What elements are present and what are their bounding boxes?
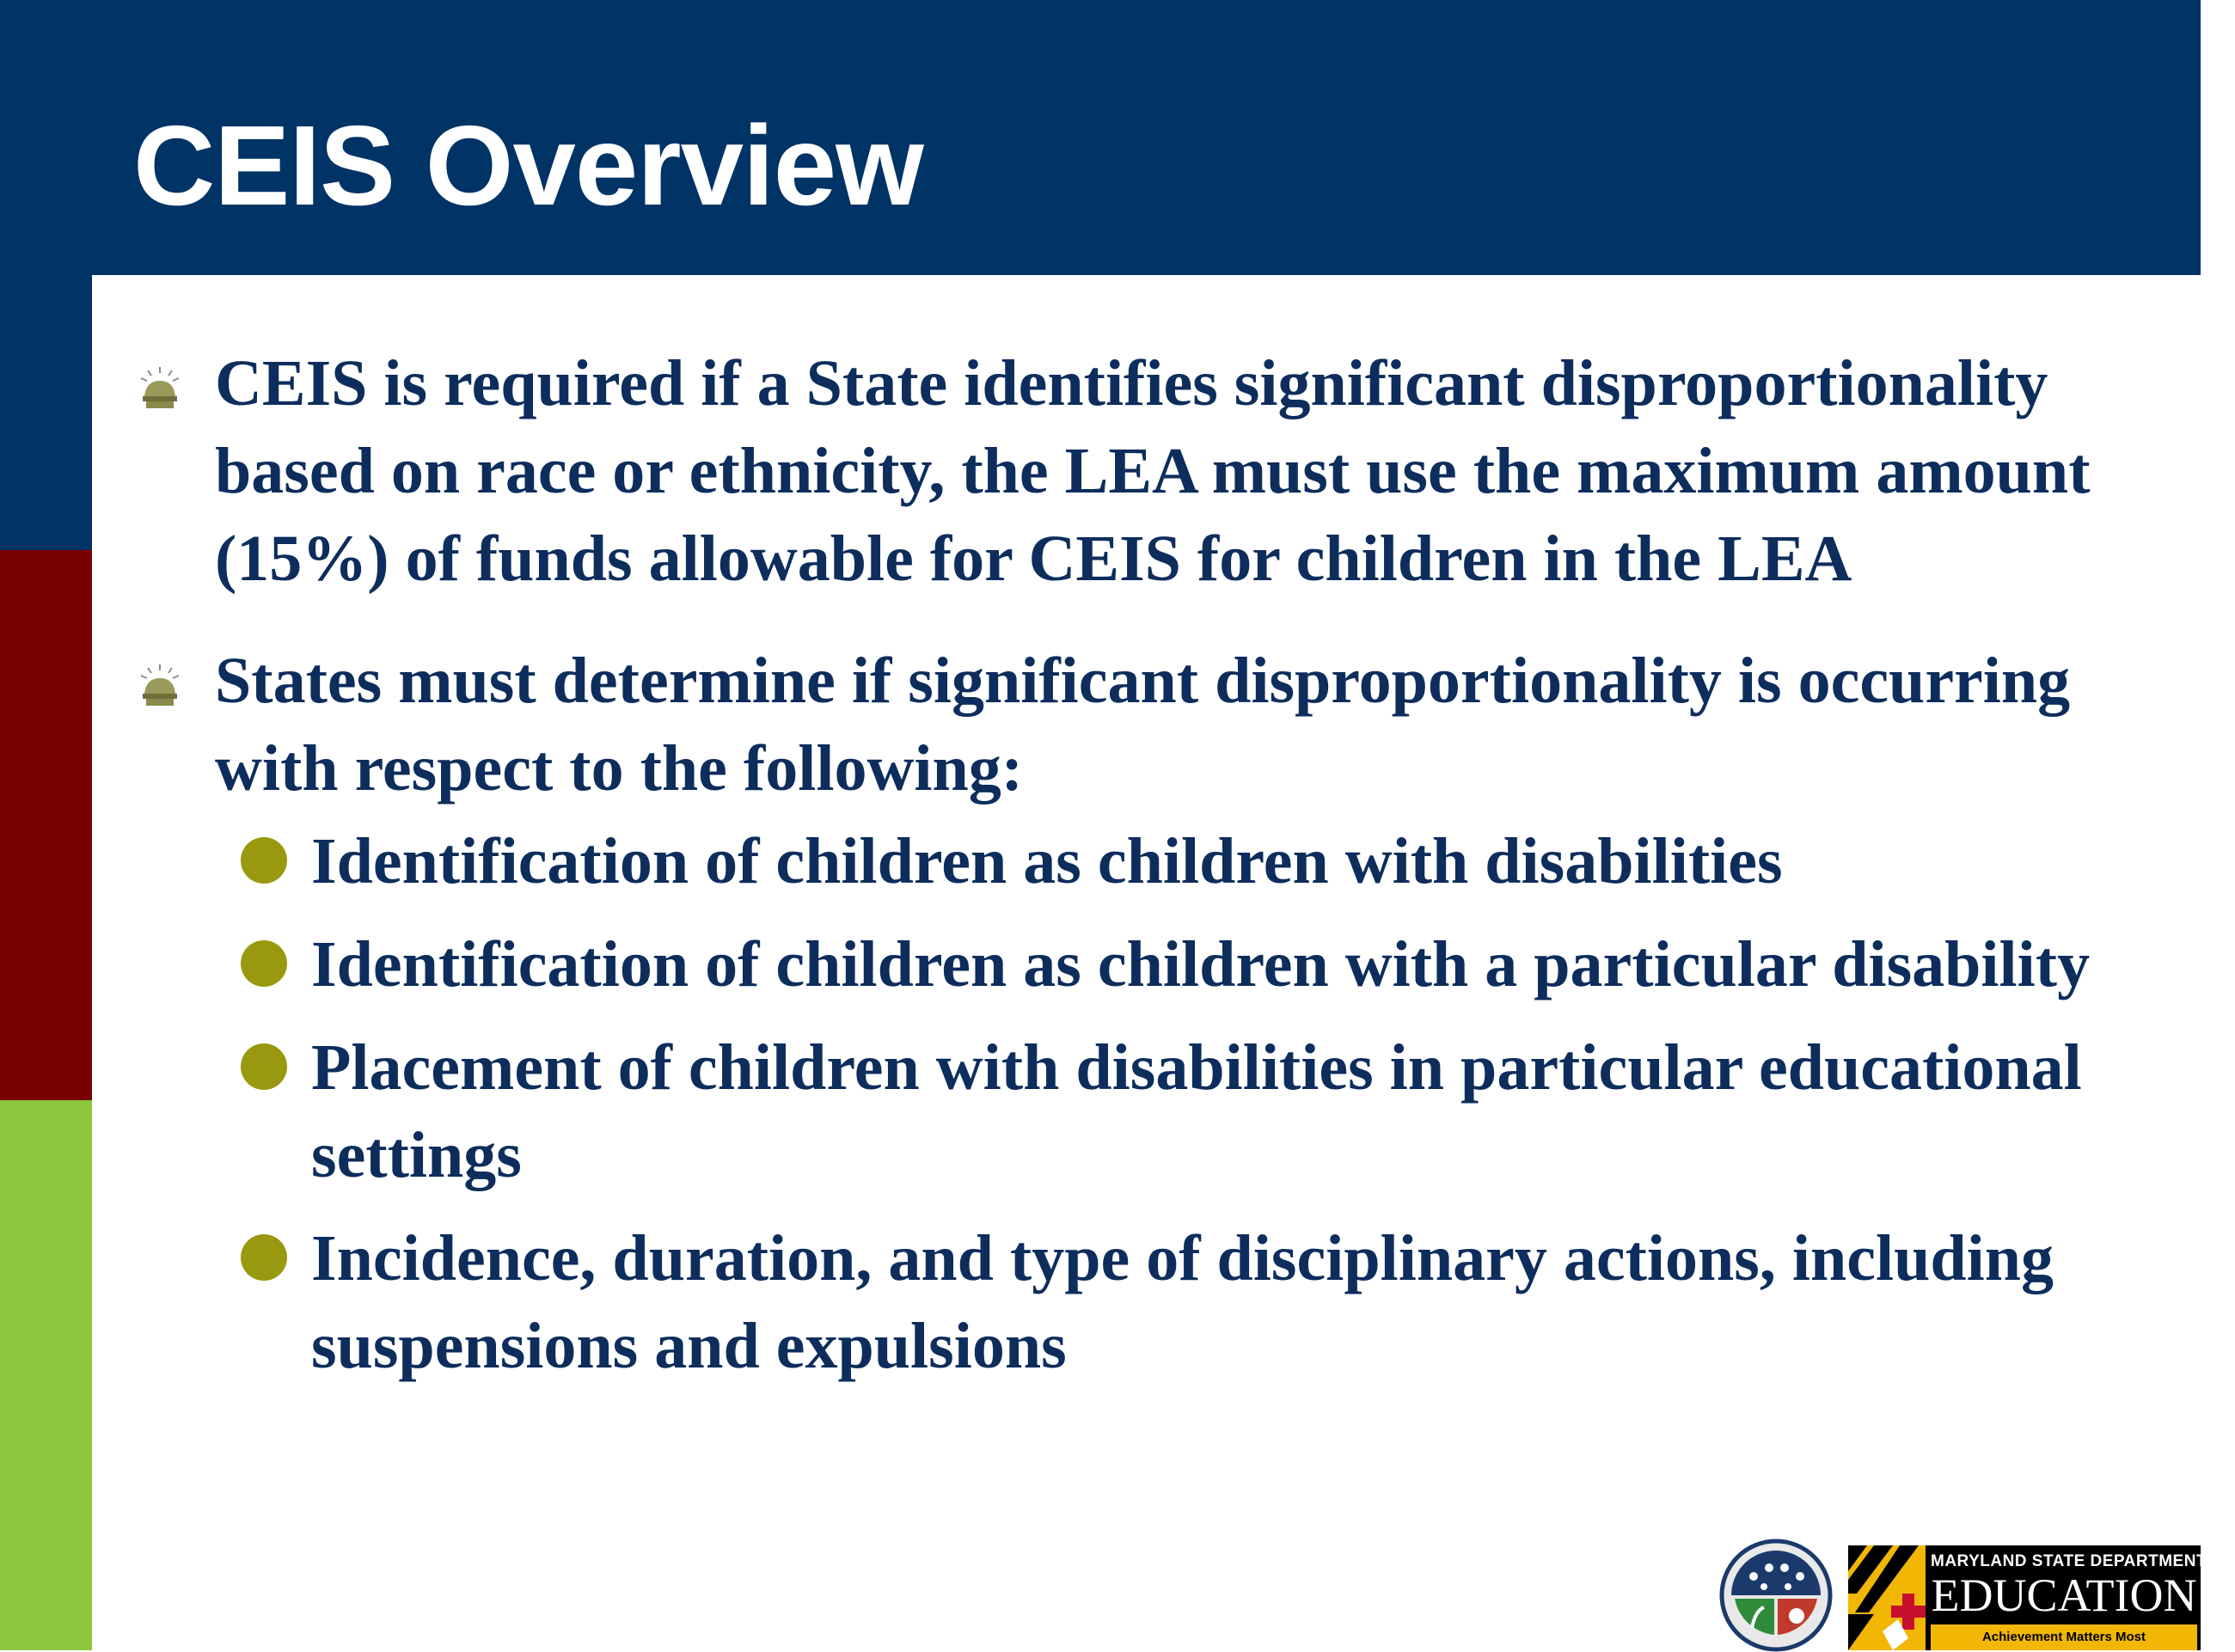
sub-bullet-text: Incidence, duration, and type of disciplinary actions, including suspensions and expulsions	[311, 1222, 2054, 1382]
footer-logos	[1719, 1539, 2235, 1650]
sub-bullet-list	[138, 817, 2140, 1390]
side-stripe-green	[0, 1100, 92, 1650]
sub-bullet-text: Identification of children as children with a particular disability	[311, 928, 2091, 1000]
msde-logo	[1848, 1545, 2235, 1650]
msde-education-text: EDUCATION	[1931, 1569, 2197, 1621]
bullet-dot-icon	[241, 940, 287, 987]
lamp-icon	[138, 663, 182, 707]
msde-tagline: Achievement Matters Most	[1931, 1624, 2197, 1650]
sub-bullet-text: Identification of children as children with disabilities	[311, 825, 1783, 897]
sub-bullet-item	[138, 1024, 2140, 1199]
bullet-dot-icon	[241, 837, 287, 884]
bullet-text: States must determine if significant disproportionality is occurring with respect to the following:	[215, 645, 2071, 805]
maryland-flag-icon	[1848, 1545, 1926, 1650]
title-bar	[0, 0, 2201, 275]
slide-title: CEIS Overview	[133, 102, 923, 229]
lamp-icon	[138, 365, 182, 410]
slide-body	[138, 340, 2140, 1405]
bullet-item	[138, 637, 2140, 1390]
sub-bullet-item	[138, 921, 2140, 1008]
sub-bullet-text: Placement of children with disabilities in particular educational settings	[311, 1031, 2082, 1191]
recovery-gov-logo	[1719, 1539, 1833, 1652]
bullet-dot-icon	[241, 1234, 287, 1281]
sub-bullet-item	[138, 817, 2140, 905]
side-stripe-blue	[0, 275, 92, 550]
bullet-text: CEIS is required if a State identifies significant disproportionality based on race or ethnicity, the LEA must use the maximum amount (15%) of funds allowable for CEIS for children in the LEA	[215, 347, 2091, 595]
msde-heading: MARYLAND STATE DEPARTMENT OF	[1931, 1552, 2235, 1570]
bullet-dot-icon	[241, 1043, 287, 1090]
side-stripe-red	[0, 550, 92, 1100]
sub-bullet-item	[138, 1215, 2140, 1390]
bullet-item	[138, 340, 2140, 603]
